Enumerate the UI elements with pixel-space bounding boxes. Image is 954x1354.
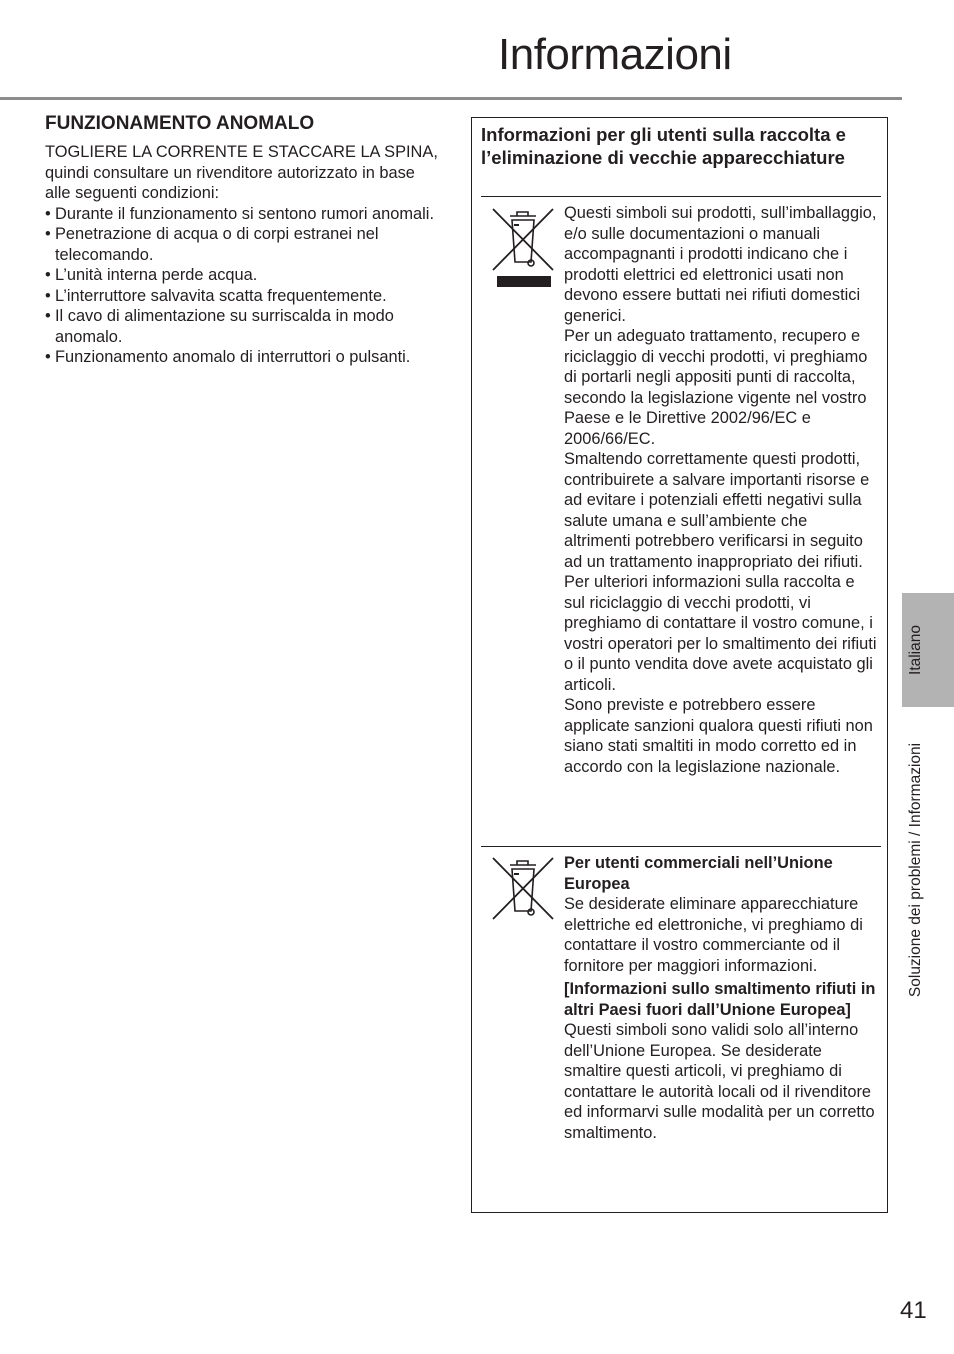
disposal-paragraph: Smaltendo correttamente questi prodotti, contribuirete a salvare importanti risorse e ad evitare i potenziali effetti negativi sulla salute umana e sull’ambiente che altrimenti potrebbero verificarsi in seguito ad un trattamento inappropriato dei rifiuti. — [564, 450, 870, 571]
list-item: • Funzionamento anomalo di interruttori o pulsanti. — [45, 348, 411, 366]
abnormal-operation-intro: TOGLIERE LA CORRENTE E STACCARE LA SPINA, quindi consultare un rivenditore autorizzato in base alle seguenti condizioni: — [45, 143, 438, 202]
non-eu-paragraph: Questi simboli sono validi solo all’interno dell’Unione Europea. Se desiderate smaltire questi articoli, vi preghiamo di contattare le autorità locali od il rivenditore ed informarvi sulle modalità per un corretto smaltimento. — [564, 1021, 875, 1142]
business-users-paragraph: Se desiderate eliminare apparecchiature elettriche ed elettroniche, vi preghiamo di contattare il vostro commerciante od il fornitore per maggiori informazioni. — [564, 895, 863, 975]
list-item: • L’interruttore salvavita scatta frequentemente. — [45, 286, 387, 305]
abnormal-conditions-list — [45, 204, 440, 368]
disposal-paragraph: Per un adeguato trattamento, recupero e riciclaggio di vecchi prodotti, vi preghiamo di portarli negli appositi punti di raccolta, secondo la legislazione vigente nel vostro Paese e le Direttive 2002/96/EC e 2006/66/EC. — [564, 327, 868, 448]
title-divider — [0, 97, 902, 100]
list-item: • L’unità interna perde acqua. — [45, 266, 258, 284]
crossed-out-wheelie-bin-icon — [490, 855, 556, 923]
box-divider — [481, 196, 881, 197]
page-number: 41 — [900, 1297, 927, 1324]
crossed-out-wheelie-bin-icon — [490, 206, 556, 288]
box-divider — [481, 846, 881, 847]
business-users-heading: Per utenti commerciali nell’Unione Europea — [564, 854, 833, 893]
list-item: • Penetrazione di acqua o di corpi estranei nel telecomando. — [45, 225, 379, 264]
list-item: • Durante il funzionamento si sentono rumori anomali. — [45, 204, 435, 223]
abnormal-operation-section — [45, 112, 440, 368]
disposal-info-heading: Informazioni per gli utenti sulla raccolta e l’eliminazione di vecchie apparecchiature — [481, 124, 846, 168]
disposal-paragraph: Sono previste e potrebbero essere applicate sanzioni qualora questi rifiuti non siano stati smaltiti in modo corretto ed in accordo con la legislazione nazionale. — [564, 696, 873, 776]
business-users-text — [564, 853, 877, 1143]
abnormal-operation-heading: FUNZIONAMENTO ANOMALO — [45, 113, 315, 134]
list-item: • Il cavo di alimentazione su surriscalda in modo anomalo. — [45, 307, 394, 346]
disposal-info-box — [471, 117, 888, 1213]
non-eu-heading: [Informazioni sullo smaltimento rifiuti in altri Paesi fuori dall’Unione Europea] — [564, 980, 876, 1019]
page-title: Informazioni — [498, 30, 732, 79]
disposal-paragraph: Per ulteriori informazioni sulla raccolta e sul riciclaggio di vecchi prodotti, vi preghiamo di contattare il vostro comune, i vostri operatori per lo smaltimento dei rifiuti o il punto vendita dove avete acquistato gli articoli. — [564, 573, 877, 694]
disposal-paragraph: Questi simboli sui prodotti, sull’imballaggio, e/o sulle documentazioni o manuali accompagnanti i prodotti indicano che i prodotti elettrici ed elettronici usati non devono essere buttati nei rifiuti domestici generici. — [564, 204, 877, 325]
disposal-main-text — [564, 203, 877, 777]
